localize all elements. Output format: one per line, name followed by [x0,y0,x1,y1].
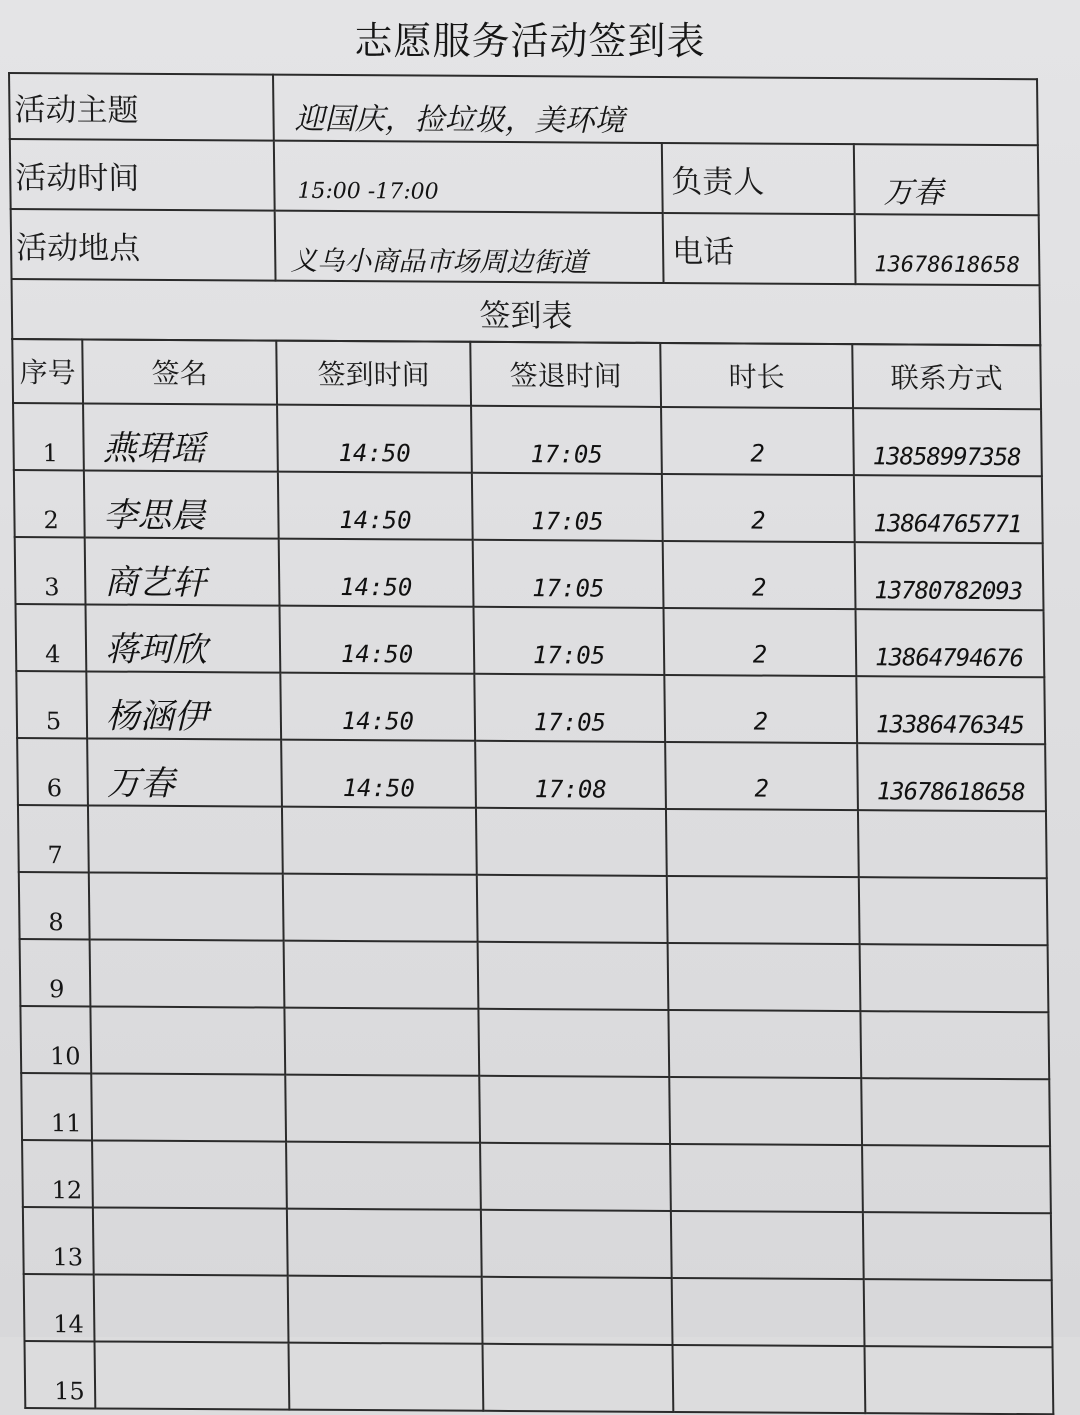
contact-cell [861,1078,1050,1146]
sign-in-time-cell [287,1209,482,1277]
signature-cell [92,1140,287,1208]
contact-cell [865,1346,1054,1414]
row-number: 15 [25,1341,96,1408]
row-number: 9 [20,939,91,1006]
table-row [21,1073,1050,1146]
sign-out-time-cell: 17:05 [472,473,663,541]
sign-in-time-cell [283,874,478,942]
form-title: 志愿服务活动签到表 [354,19,706,63]
duration-cell [673,1345,866,1413]
sign-in-time-cell [284,1008,479,1076]
sign-out-time-cell [476,808,667,876]
phone-label: 电话 [663,213,856,284]
table-row [14,470,1043,543]
row-number: 13 [23,1207,94,1274]
sign-in-time-cell: 14:50 [279,606,474,674]
table-row [15,537,1044,610]
table-row [13,403,1042,476]
contact-cell: 13864765771 [854,475,1043,543]
duration-cell [668,1010,861,1078]
table-row [16,671,1045,744]
contact-cell [859,877,1048,945]
sign-in-time-cell: 14:50 [277,405,472,473]
column-header: 签退时间 [470,342,661,407]
table-row [20,939,1049,1012]
row-number: 2 [14,470,85,537]
attendance-table [11,338,1054,1415]
signature-cell [94,1274,289,1342]
table-row [15,604,1044,677]
place-label: 活动地点 [11,209,276,281]
section-title: 签到表 [12,279,1041,345]
sign-out-time-cell [482,1277,673,1345]
signature-cell: 杨涵伊 [86,671,281,739]
row-number: 11 [21,1073,92,1140]
sign-out-time-cell: 17:05 [474,674,665,742]
contact-cell [860,1011,1049,1079]
row-number: 1 [13,403,84,470]
duration-cell [666,809,859,877]
signature-cell: 燕珺瑶 [83,403,278,471]
row-number: 6 [17,738,88,805]
column-header: 签到时间 [276,341,471,406]
theme-label: 活动主题 [9,73,274,141]
attendance-rows [13,403,1053,1414]
event-info-table [8,72,1041,346]
row-number: 3 [15,537,86,604]
row-number: 12 [22,1140,93,1207]
table-row [20,1006,1049,1079]
sign-out-time-cell: 17:05 [473,607,664,675]
place-value: 义乌小商品市场周边街道 [275,211,664,283]
column-header: 时长 [660,343,853,408]
duration-cell [667,876,860,944]
sign-out-time-cell [483,1344,674,1412]
signature-cell: 万春 [87,738,282,806]
sign-in-time-cell [282,807,477,875]
section-row [12,279,1041,345]
sign-out-time-cell: 17:05 [473,540,664,608]
duration-cell [669,1077,862,1145]
sign-out-time-cell [478,942,669,1010]
signature-cell: 李思晨 [84,470,279,538]
duration-cell [671,1211,864,1279]
signature-cell [93,1207,288,1275]
contact-cell: 13780782093 [855,542,1044,610]
sign-in-time-cell: 14:50 [281,740,476,808]
column-header: 签名 [82,339,277,404]
signature-cell: 蒋珂欣 [85,604,280,672]
signature-cell: 商艺轩 [85,537,280,605]
sign-out-time-cell [481,1210,672,1278]
sign-out-time-cell: 17:05 [471,406,662,474]
sign-out-time-cell: 17:08 [475,741,666,809]
sign-in-time-cell: 14:50 [280,673,475,741]
signature-cell [91,1073,286,1141]
row-number: 8 [19,872,90,939]
sign-in-time-cell [288,1276,483,1344]
duration-cell: 2 [662,474,855,542]
contact-cell: 13864794676 [855,609,1044,677]
row-number: 10 [20,1006,91,1073]
time-row [10,139,1039,215]
contact-cell: 13678618658 [857,743,1046,811]
phone-value: 13678618658 [855,214,1040,285]
place-row [11,209,1040,285]
contact-cell [862,1145,1051,1213]
duration-cell [670,1144,863,1212]
column-header: 序号 [12,339,83,403]
signature-cell [88,805,283,873]
sign-out-time-cell [480,1143,671,1211]
sign-in-time-cell [285,1075,480,1143]
table-row [22,1140,1051,1213]
row-number: 4 [15,604,86,671]
sign-in-time-cell [286,1142,481,1210]
table-row [24,1274,1053,1347]
signature-cell [89,872,284,940]
table-row [19,872,1048,945]
sign-in-time-cell [289,1343,484,1411]
time-label: 活动时间 [10,139,275,211]
contact-cell [858,810,1047,878]
duration-cell: 2 [665,742,858,810]
duration-cell [672,1278,865,1346]
time-value: 15:00 -17:00 [274,141,663,213]
duration-cell: 2 [663,608,856,676]
duration-cell: 2 [663,541,856,609]
row-number: 5 [16,671,87,738]
theme-value: 迎国庆，捡垃圾，美环境 [273,75,1038,146]
table-row [23,1207,1052,1280]
sign-out-time-cell [478,1009,669,1077]
column-header: 联系方式 [852,344,1041,409]
table-row [25,1341,1054,1414]
signature-cell [90,939,285,1007]
contact-cell [864,1279,1053,1347]
column-header-row [12,339,1041,409]
signature-cell [95,1341,290,1409]
contact-cell: 13386476345 [856,676,1045,744]
sign-in-time-cell: 14:50 [279,539,474,607]
duration-cell: 2 [661,407,854,475]
contact-cell [863,1212,1052,1280]
theme-row [9,73,1038,145]
contact-cell [860,944,1049,1012]
signature-cell [90,1006,285,1074]
row-number: 7 [18,805,89,872]
sign-out-time-cell [477,875,668,943]
table-row [18,805,1047,878]
sign-out-time-cell [479,1076,670,1144]
sign-in-time-cell: 14:50 [278,472,473,540]
duration-cell: 2 [664,675,857,743]
sign-in-time-cell [284,941,479,1009]
contact-cell: 13858997358 [853,408,1042,476]
table-row [17,738,1046,811]
row-number: 14 [24,1274,95,1341]
duration-cell [668,943,861,1011]
leader-value: 万春 [854,144,1039,215]
sign-in-form [8,72,1051,1406]
leader-label: 负责人 [662,143,855,214]
